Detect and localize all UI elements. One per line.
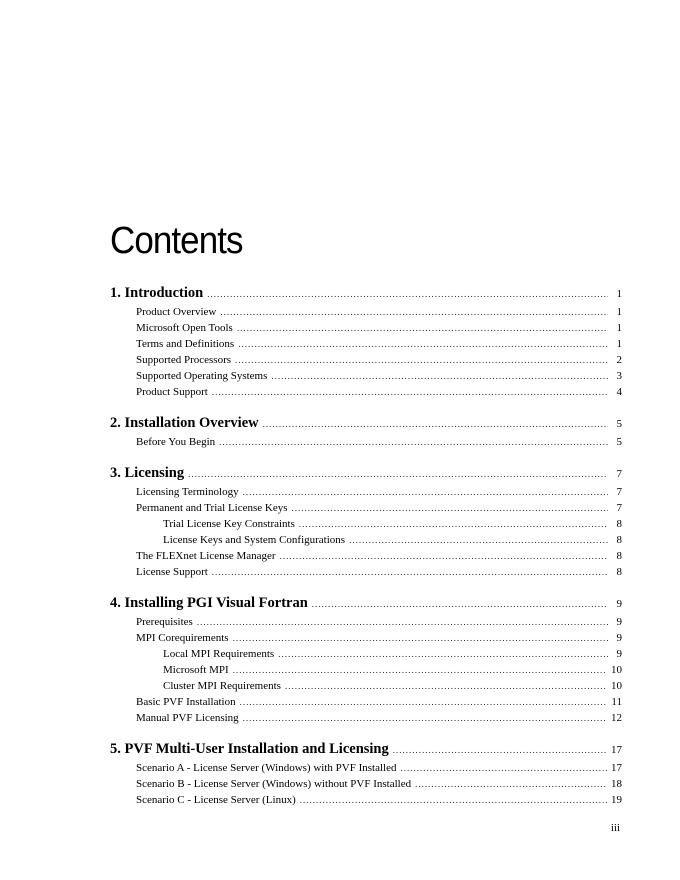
dot-leader bbox=[278, 646, 608, 662]
toc-entry-page: 11 bbox=[611, 696, 622, 708]
dot-leader bbox=[271, 368, 608, 384]
toc-subsubsection[interactable] bbox=[110, 662, 622, 678]
toc-subsubsection[interactable] bbox=[110, 646, 622, 662]
dot-leader bbox=[263, 413, 608, 435]
dot-leader bbox=[280, 548, 608, 564]
toc-subsection[interactable] bbox=[110, 548, 622, 564]
toc-entry-label: Manual PVF Licensing bbox=[136, 712, 239, 724]
toc-entry-label: Prerequisites bbox=[136, 616, 193, 628]
dot-leader bbox=[237, 320, 608, 336]
toc-subsection[interactable] bbox=[110, 304, 622, 320]
toc-subsection[interactable] bbox=[110, 630, 622, 646]
toc-entry-page: 7 bbox=[616, 502, 622, 514]
toc-entry-label: The FLEXnet License Manager bbox=[136, 550, 276, 562]
dot-leader bbox=[243, 484, 608, 500]
toc-subsection[interactable] bbox=[110, 564, 622, 580]
toc-entry-label: Microsoft Open Tools bbox=[136, 322, 233, 334]
toc-entry-label: Scenario A - License Server (Windows) with PVF Installed bbox=[136, 762, 397, 774]
toc-entry-page: 17 bbox=[611, 762, 622, 774]
dot-leader bbox=[233, 662, 607, 678]
toc-entry-page: 8 bbox=[616, 534, 622, 546]
toc-entry-label: Supported Operating Systems bbox=[136, 370, 268, 382]
toc-entry-label: Licensing Terminology bbox=[136, 486, 239, 498]
toc-entry-label: Product Overview bbox=[136, 306, 217, 318]
toc-section bbox=[110, 592, 622, 726]
dot-leader bbox=[235, 352, 608, 368]
toc-entry-label: Trial License Key Constraints bbox=[163, 518, 295, 530]
toc-entry-label: Scenario C - License Server (Linux) bbox=[136, 794, 296, 806]
toc-subsection[interactable] bbox=[110, 336, 622, 352]
toc-subsection[interactable] bbox=[110, 434, 622, 450]
toc-entry-label: License Keys and System Configurations bbox=[163, 534, 346, 546]
toc-section bbox=[110, 282, 622, 400]
toc-section bbox=[110, 412, 622, 450]
dot-leader bbox=[349, 532, 608, 548]
toc-subsubsection[interactable] bbox=[110, 516, 622, 532]
toc-entry-page: 8 bbox=[616, 566, 622, 578]
dot-leader bbox=[292, 500, 608, 516]
page-number: iii bbox=[610, 822, 620, 834]
toc-entry-page: 1 bbox=[616, 306, 622, 318]
dot-leader bbox=[300, 792, 607, 808]
dot-leader bbox=[415, 776, 607, 792]
toc-entry-label: Before You Begin bbox=[136, 436, 216, 448]
toc-entry-label: 2. Installation Overview bbox=[110, 415, 259, 431]
dot-leader bbox=[312, 593, 608, 615]
toc-subsection[interactable] bbox=[110, 384, 622, 400]
dot-leader bbox=[285, 678, 607, 694]
toc-chapter[interactable] bbox=[110, 412, 622, 434]
toc-entry-label: 5. PVF Multi-User Installation and Licensing bbox=[110, 741, 389, 757]
toc-entry-page: 19 bbox=[611, 794, 622, 806]
toc-subsection[interactable] bbox=[110, 368, 622, 384]
toc-subsubsection[interactable] bbox=[110, 678, 622, 694]
toc-subsection[interactable] bbox=[110, 320, 622, 336]
dot-leader bbox=[219, 434, 608, 450]
toc-entry-label: Product Support bbox=[136, 386, 208, 398]
toc-chapter[interactable] bbox=[110, 282, 622, 304]
toc-entry-page: 7 bbox=[616, 486, 622, 498]
toc-entry-page: 8 bbox=[616, 518, 622, 530]
page-title: Contents bbox=[110, 220, 243, 262]
toc-entry-label: 1. Introduction bbox=[110, 285, 204, 301]
dot-leader bbox=[400, 760, 607, 776]
dot-leader bbox=[212, 564, 608, 580]
toc-subsection[interactable] bbox=[110, 352, 622, 368]
toc-chapter[interactable] bbox=[110, 738, 622, 760]
dot-leader bbox=[212, 384, 608, 400]
toc-subsection[interactable] bbox=[110, 776, 622, 792]
toc-chapter[interactable] bbox=[110, 592, 622, 614]
toc-subsection[interactable] bbox=[110, 694, 622, 710]
toc-entry-page: 2 bbox=[616, 354, 622, 366]
toc-subsection[interactable] bbox=[110, 760, 622, 776]
toc-entry-label: Local MPI Requirements bbox=[163, 648, 275, 660]
toc-entry-page: 9 bbox=[616, 616, 622, 628]
toc-entry-label: Basic PVF Installation bbox=[136, 696, 236, 708]
toc-entry-label: 3. Licensing bbox=[110, 465, 185, 481]
dot-leader bbox=[220, 304, 608, 320]
toc-entry-page: 9 bbox=[616, 632, 622, 644]
toc-entry-label: License Support bbox=[136, 566, 208, 578]
toc-entry-page: 9 bbox=[616, 598, 622, 610]
toc-subsection[interactable] bbox=[110, 710, 622, 726]
dot-leader bbox=[197, 614, 608, 630]
toc-section bbox=[110, 738, 622, 808]
toc-entry-page: 10 bbox=[611, 680, 622, 692]
dot-leader bbox=[393, 739, 607, 761]
toc-entry-label: 4. Installing PGI Visual Fortran bbox=[110, 595, 308, 611]
toc-entry-page: 5 bbox=[616, 436, 622, 448]
dot-leader bbox=[299, 516, 608, 532]
toc-subsection[interactable] bbox=[110, 792, 622, 808]
toc-entry-label: Scenario B - License Server (Windows) without PVF Installed bbox=[136, 778, 412, 790]
table-of-contents bbox=[110, 282, 622, 820]
dot-leader bbox=[243, 710, 607, 726]
toc-entry-label: Terms and Definitions bbox=[136, 338, 235, 350]
toc-entry-page: 5 bbox=[616, 418, 622, 430]
toc-entry-label: Cluster MPI Requirements bbox=[163, 680, 281, 692]
toc-entry-page: 10 bbox=[611, 664, 622, 676]
toc-entry-label: MPI Corequirements bbox=[136, 632, 229, 644]
toc-chapter[interactable] bbox=[110, 462, 622, 484]
toc-entry-page: 17 bbox=[611, 744, 622, 756]
toc-subsection[interactable] bbox=[110, 500, 622, 516]
toc-entry-page: 9 bbox=[616, 648, 622, 660]
toc-entry-page: 7 bbox=[616, 468, 622, 480]
dot-leader bbox=[188, 463, 608, 485]
toc-entry-page: 1 bbox=[616, 288, 622, 300]
toc-subsubsection[interactable] bbox=[110, 532, 622, 548]
toc-entry-label: Microsoft MPI bbox=[163, 664, 229, 676]
toc-entry-label: Permanent and Trial License Keys bbox=[136, 502, 288, 514]
toc-section bbox=[110, 462, 622, 580]
dot-leader bbox=[233, 630, 608, 646]
dot-leader bbox=[207, 283, 608, 305]
toc-entry-label: Supported Processors bbox=[136, 354, 232, 366]
toc-entry-page: 4 bbox=[616, 386, 622, 398]
toc-entry-page: 3 bbox=[616, 370, 622, 382]
toc-entry-page: 8 bbox=[616, 550, 622, 562]
toc-entry-page: 1 bbox=[616, 322, 622, 334]
toc-subsection[interactable] bbox=[110, 614, 622, 630]
dot-leader bbox=[238, 336, 608, 352]
toc-entry-page: 12 bbox=[611, 712, 622, 724]
toc-entry-page: 18 bbox=[611, 778, 622, 790]
dot-leader bbox=[240, 694, 608, 710]
toc-subsection[interactable] bbox=[110, 484, 622, 500]
toc-entry-page: 1 bbox=[616, 338, 622, 350]
